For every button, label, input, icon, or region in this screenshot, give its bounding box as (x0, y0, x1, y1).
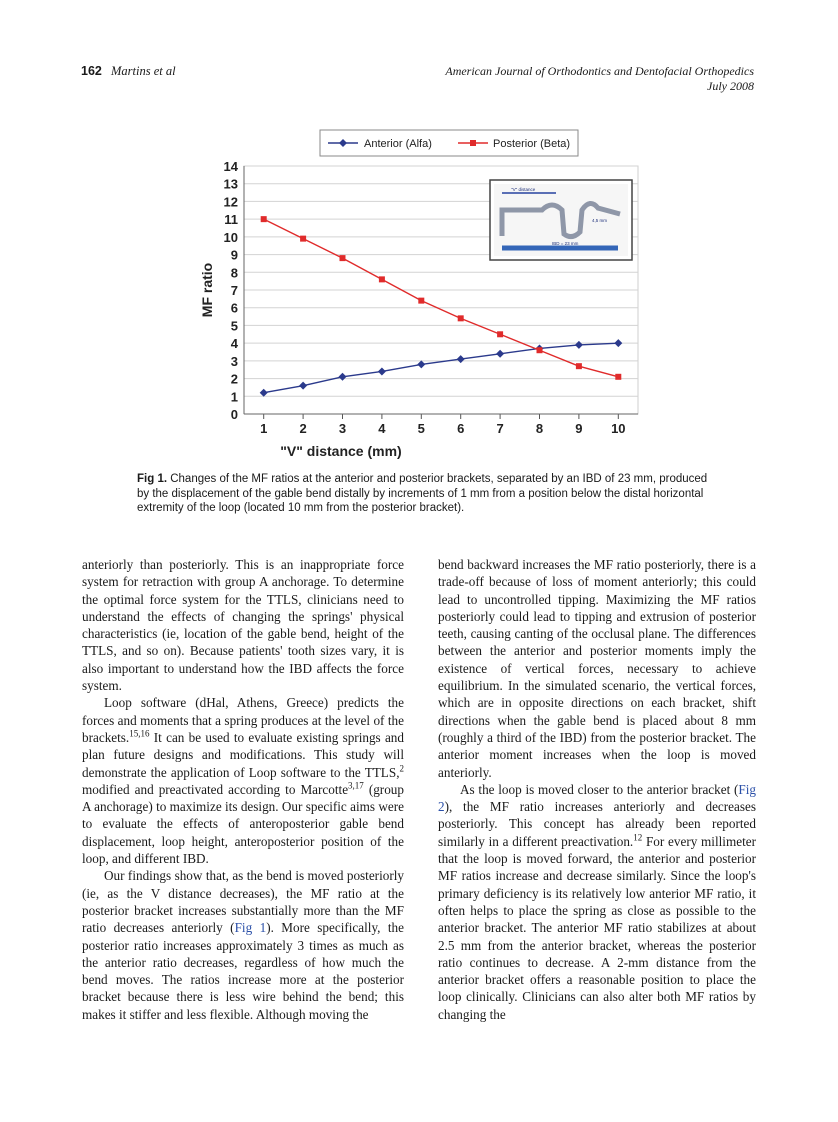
x-axis-title: "V" distance (mm) (280, 443, 402, 459)
author-line: Martins et al (110, 64, 176, 78)
data-point-posterior (261, 216, 267, 222)
y-tick-label: 7 (230, 283, 238, 298)
left-column (82, 556, 404, 1023)
paragraph: Loop software (dHal, Athens, Greece) predicts the forces and moments that a spring produces at the level of the brackets.$^{15,16}$ It can be used to evaluate existing springs and plan future designs and modifications. This study will demonstrate the application of Loop software to the TTLS,$^2$ modified and preactivated according to Marcotte$^{3,17}$ (group A anchorage) to maximize its design. Our specific aims were to evaluate the effects of anteroposterior gable bend displacement, loop height, anteroposterior position of the loop, and different IBD. (82, 695, 404, 867)
figure-reference-link[interactable]: Fig 1 (234, 920, 267, 936)
y-tick-label: 12 (223, 194, 238, 210)
x-tick-label: 4 (378, 421, 386, 436)
y-tick-label: 9 (230, 247, 238, 263)
x-tick-label: 2 (299, 421, 307, 436)
data-point-posterior (379, 276, 385, 282)
data-point-posterior (497, 331, 503, 337)
y-tick-label: 0 (230, 407, 238, 422)
paragraph: bend backward increases the MF ratio posteriorly, there is a trade-off because of loss of moment anteriorly; this could lead to uncontrolled tipping. Maximizing the MF ratios posteriorly could lead to tipping and extrusion of posterior teeth, causing canting of the occlusal plane. The differences between the anterior and posterior moments imply the existence of vertical forces, necessary to achieve equilibrium. In the simulated scenario, the vertical forces, which are in opposite directions on each bracket, shift directions when the gable bend is placed about 8 mm (roughly a third of the IBD) from the posterior bracket. The anterior moment increases when the loop is moved anteriorly. (438, 557, 756, 780)
y-tick-label: 1 (230, 389, 238, 405)
y-tick-label: 10 (223, 229, 238, 245)
y-tick-label: 6 (230, 300, 238, 316)
x-tick-label: 7 (496, 421, 504, 436)
x-tick-label: 1 (260, 421, 268, 436)
x-tick-label: 3 (338, 421, 347, 436)
data-point-posterior (615, 374, 621, 380)
caption-text: Changes of the MF ratios at the anterior and posterior brackets, separated by an IBD of 23 mm, produced by the displacement of the gable bend distally by increments of 1 mm from a position below the distal horizontal extremity of the loop (located 10 mm from the posterior bracket). (137, 473, 708, 514)
y-tick-label: 3 (230, 353, 238, 369)
data-point-posterior (418, 298, 424, 304)
inset-label-ibd: IBD = 23 mm (552, 241, 579, 246)
mf-ratio-line-chart (190, 128, 650, 460)
y-axis-title: MF ratio (199, 262, 215, 318)
x-tick-label: 10 (611, 421, 626, 436)
y-tick-label: 8 (230, 265, 238, 281)
figure-caption (137, 472, 715, 516)
right-column (438, 556, 756, 1023)
citation: 3,17 (348, 780, 364, 791)
paragraph: Our findings show that, as the bend is moved posteriorly (ie, as the V distance decreases), the MF ratio at the posterior bracket increases substantially more than the MF ratio decreases anteriorly (Fig 1). More specifically, the posterior ratio increases approximately 3 times as much as the anterior ratio decreases, regardless of how much the bend moves. The ratios increase more at the posterior bracket because there is less wire behind the bend; this makes it stiffer and less flexible. Although moving the (82, 868, 405, 1022)
citation: 15,16 (129, 728, 150, 739)
x-tick-label: 6 (457, 421, 465, 436)
x-tick-label: 9 (575, 421, 583, 436)
y-tick-label: 13 (223, 176, 238, 192)
data-point-posterior (537, 347, 543, 353)
spring-inset-image (490, 180, 632, 260)
figure-1 (190, 128, 650, 460)
y-tick-label: 11 (224, 212, 238, 228)
data-point-posterior (300, 236, 306, 242)
y-tick-label: 5 (230, 318, 238, 334)
figure-reference-link[interactable]: Fig 2 (438, 781, 756, 815)
figure-label: Fig 1. (137, 473, 168, 485)
x-tick-label: 8 (535, 421, 544, 436)
y-tick-label: 4 (230, 336, 238, 352)
paragraph: anteriorly than posteriorly. This is an inappropriate force system for retraction with group A anchorage. To determine the optimal force system for the TTLS, clinicians need to understand the effects of changing the springs' physical characteristics (ie, location of the gable bend, height of the TTLS, and so on). Because patients' tooth sizes vary, it is also important to understand how the IBD affects the force system. (82, 557, 404, 694)
legend-marker-posterior (470, 140, 476, 146)
inset-label-v-distance: "V" distance (511, 187, 536, 192)
issue-date: July 2008 (707, 79, 754, 93)
y-tick-label: 2 (230, 371, 238, 387)
citation: 2 (399, 763, 404, 774)
journal-name: American Journal of Orthodontics and Dentofacial Orthopedics (445, 64, 754, 78)
legend-label-anterior: Anterior (Alfa) (364, 138, 432, 150)
data-point-posterior (340, 255, 346, 261)
page-number: 162 (81, 64, 102, 78)
inset-label-loop-height: 4,5 mm (592, 218, 608, 223)
running-header-right (445, 64, 754, 94)
x-tick-label: 5 (417, 421, 425, 436)
legend-label-posterior: Posterior (Beta) (493, 138, 571, 150)
running-header-left (81, 64, 176, 79)
paragraph: As the loop is moved closer to the anterior bracket (Fig 2), the MF ratio increases anteriorly and decreases posteriorly. This concept has already been reported similarly in a different preactivation.$^{12}$ For every millimeter that the loop is moved forward, the anterior and posterior MF ratios increase and decrease similarly. Since the loop's primary deficiency is its relatively low anterior MF ratio, it often helps to place the spring as close as possible to the anterior bracket. The anterior MF ratio stabilizes at about 2.5 mm from the anterior bracket, whereas the posterior ratio continues to decrease. A 2-mm distance from the anterior bracket offers a reasonable position to place the loop clinically. Clinicians can also alter both MF ratios by changing the (438, 781, 756, 1022)
citation: 12 (633, 832, 643, 843)
data-point-posterior (576, 363, 582, 369)
y-tick-label: 14 (223, 159, 238, 174)
data-point-posterior (458, 315, 464, 321)
